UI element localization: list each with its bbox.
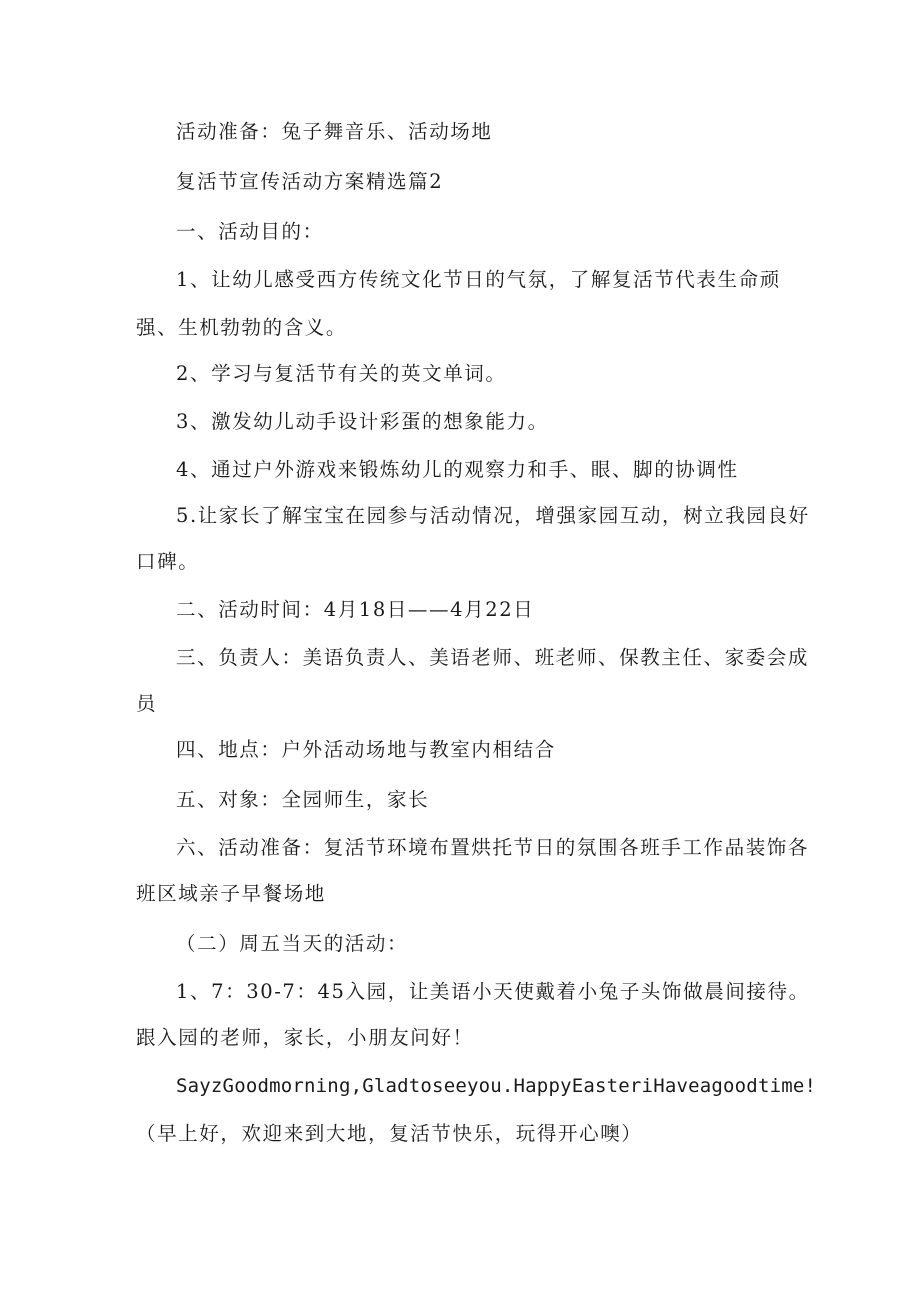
text-line: （早上好，欢迎来到大地，复活节快乐，玩得开心噢） xyxy=(136,1122,643,1145)
text-line: 活动准备：兔子舞音乐、活动场地 xyxy=(176,120,493,143)
heading-purpose: 一、活动目的： xyxy=(176,220,324,243)
text-line: 1、7：30-7：45入园，让美语小天使戴着小兔子头饰做晨间接待。 xyxy=(176,980,810,1003)
text-line: 强、生机勃勃的含义。 xyxy=(136,316,348,339)
heading-preparation: 六、活动准备：复活节环境布置烘托节日的氛围各班手工作品装饰各 xyxy=(176,836,810,859)
english-greeting: SayzGoodmorning,Gladtoseeyou.HappyEasteriHaveagoodtime! xyxy=(176,1075,817,1097)
heading-time: 二、活动时间：4月18日——4月22日 xyxy=(176,598,535,621)
text-line: 3、激发幼儿动手设计彩蛋的想象能力。 xyxy=(176,410,549,433)
section-title: 复活节宣传活动方案精选篇2 xyxy=(176,170,444,193)
heading-location: 四、地点：户外活动场地与教室内相结合 xyxy=(176,738,556,761)
text-line: 5.让家长了解宝宝在园参与活动情况，增强家园互动，树立我园良好 xyxy=(176,504,810,527)
heading-responsible: 三、负责人：美语负责人、美语老师、班老师、保教主任、家委会成 xyxy=(176,646,810,669)
text-line: 1、让幼儿感受西方传统文化节日的气氛，了解复活节代表生命顽 xyxy=(176,268,781,291)
text-line: 2、学习与复活节有关的英文单词。 xyxy=(176,362,507,385)
heading-audience: 五、对象：全园师生，家长 xyxy=(176,788,430,811)
heading-friday: （二）周五当天的活动： xyxy=(176,932,409,955)
text-line: 班区域亲子早餐场地 xyxy=(136,882,326,905)
text-line: 员 xyxy=(136,692,158,715)
text-line: 4、通过户外游戏来锻炼幼儿的观察力和手、眼、脚的协调性 xyxy=(176,458,739,481)
text-line: 口碑。 xyxy=(136,550,200,573)
text-line: 跟入园的老师，家长，小朋友问好！ xyxy=(136,1026,474,1049)
